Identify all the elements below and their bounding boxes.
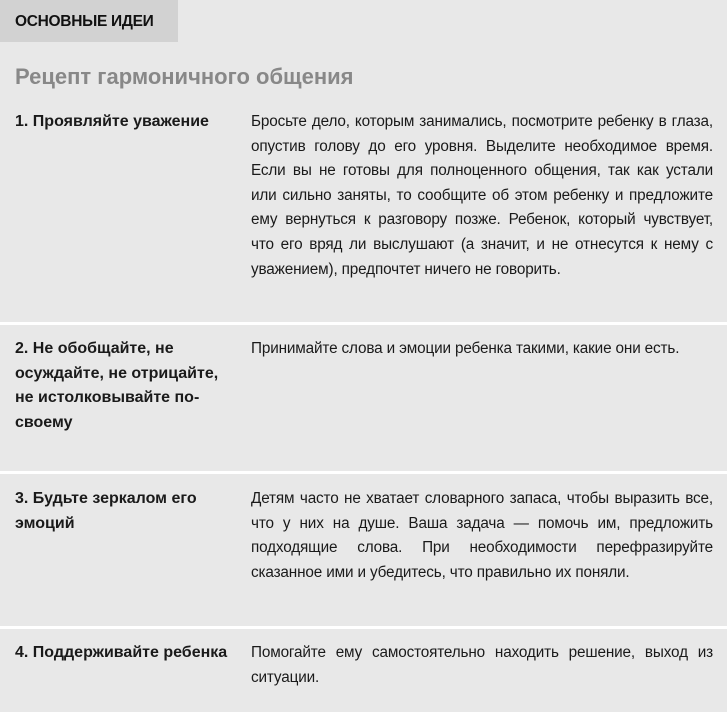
principle-title: 4. Поддерживайте ребенка: [15, 644, 228, 661]
principle-text: Детям часто не хватает словарного запаса, чтобы выразить все, что у них на душе. Ваша задача — помочь им, предложить подходящие слова. При необходимости перефразируйте сказанное ими и убедитесь, что правильно их поняли.: [251, 490, 713, 581]
principle-text: Принимайте слова и эмоции ребенка такими, какие они есть.: [251, 340, 680, 357]
box-title: Рецепт гармоничного общения: [15, 64, 354, 89]
section-tab: [0, 0, 178, 42]
principle-text: Помогайте ему самостоятельно находить решение, выход из ситуации.: [251, 644, 713, 686]
principle-title: 3. Будьте зеркалом его эмоций: [15, 490, 197, 532]
principle-title: 1. Проявляйте уважение: [15, 113, 209, 130]
principle-title: 2. Не обобщайте, не осуждайте, не отрицайте, не истолковывайте по-своему: [15, 340, 219, 431]
row-divider: [0, 626, 727, 629]
section-tab-label: ОСНОВНЫЕ ИДЕИ: [15, 13, 154, 30]
row-divider: [0, 322, 727, 325]
principle-text: Бросьте дело, которым занимались, посмотрите ребенку в глаза, опустив голову до его уровня. Выделите необходимое время. Если вы не готовы для полноценного общения, так как устали или сильно заняты, то сообщите об этом ребенку и предложите ему вернуться к разговору позже. Ребенок, который чувствует, что его вряд ли выслушают (а значит, и не отнесутся к нему с уважением), предпочтет ничего не говорить.: [251, 113, 713, 278]
row-divider: [0, 471, 727, 474]
